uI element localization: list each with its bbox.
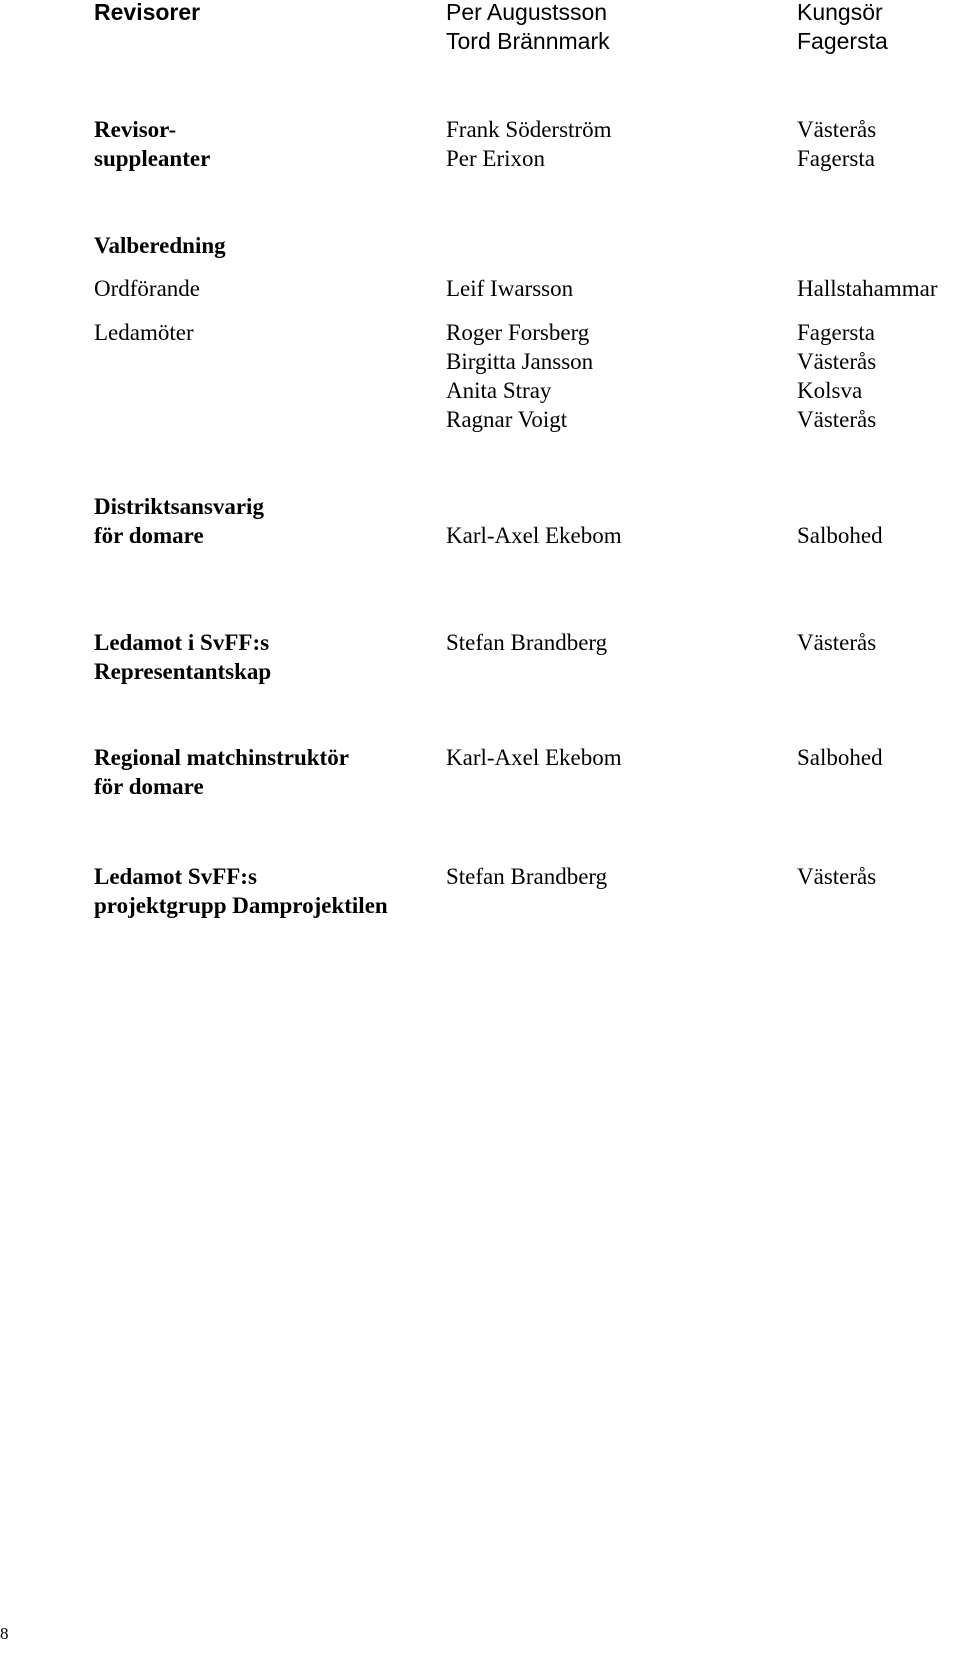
member-city: Västerås bbox=[797, 349, 877, 374]
member-name: Ragnar Voigt bbox=[446, 407, 568, 432]
section-title-revisorer: Revisorer bbox=[94, 0, 201, 25]
member-name: Stefan Brandberg bbox=[446, 630, 608, 655]
member-city: Västerås bbox=[797, 864, 877, 889]
section-title-representantskap-line2: Representantskap bbox=[94, 659, 272, 684]
section-title-valberedning: Valberedning bbox=[94, 233, 226, 258]
member-city: Kolsva bbox=[797, 378, 863, 403]
member-name: Per Erixon bbox=[446, 146, 546, 171]
member-city: Västerås bbox=[797, 407, 877, 432]
section-title-revisorsuppleanter: Revisor- bbox=[94, 117, 177, 142]
section-title-distriktsansvarig-line2: för domare bbox=[94, 523, 204, 548]
member-city: Kungsör bbox=[797, 0, 883, 25]
member-city: Västerås bbox=[797, 630, 877, 655]
member-city: Hallstahammar bbox=[797, 276, 938, 301]
member-city: Salbohed bbox=[797, 745, 883, 770]
section-title-matchinstruktor-line2: för domare bbox=[94, 774, 204, 799]
section-title-matchinstruktor: Regional matchinstruktör bbox=[94, 745, 349, 770]
member-name: Anita Stray bbox=[446, 378, 552, 403]
member-city: Fagersta bbox=[797, 28, 888, 54]
section-title-representantskap: Ledamot i SvFF:s bbox=[94, 630, 270, 655]
member-name: Karl-Axel Ekebom bbox=[446, 523, 622, 548]
member-name: Per Augustsson bbox=[446, 0, 608, 25]
member-city: Fagersta bbox=[797, 146, 875, 171]
section-title-projektgrupp-line2: projektgrupp Damprojektilen bbox=[94, 893, 388, 918]
member-city: Fagersta bbox=[797, 320, 875, 345]
member-name: Stefan Brandberg bbox=[446, 864, 608, 889]
section-title-distriktsansvarig: Distriktsansvarig bbox=[94, 494, 264, 519]
member-name: Karl-Axel Ekebom bbox=[446, 745, 622, 770]
member-name: Birgitta Jansson bbox=[446, 349, 594, 374]
role-label-ledamoter: Ledamöter bbox=[94, 320, 194, 345]
page-number: 8 bbox=[0, 1624, 9, 1643]
member-city: Salbohed bbox=[797, 523, 883, 548]
member-name: Roger Forsberg bbox=[446, 320, 590, 345]
member-name: Tord Brännmark bbox=[446, 28, 610, 54]
section-title-revisorsuppleanter-line2: suppleanter bbox=[94, 146, 211, 171]
member-name: Frank Söderström bbox=[446, 117, 612, 142]
member-name: Leif Iwarsson bbox=[446, 276, 574, 301]
member-city: Västerås bbox=[797, 117, 877, 142]
section-title-projektgrupp: Ledamot SvFF:s bbox=[94, 864, 257, 889]
role-label-ordforande: Ordförande bbox=[94, 276, 201, 301]
